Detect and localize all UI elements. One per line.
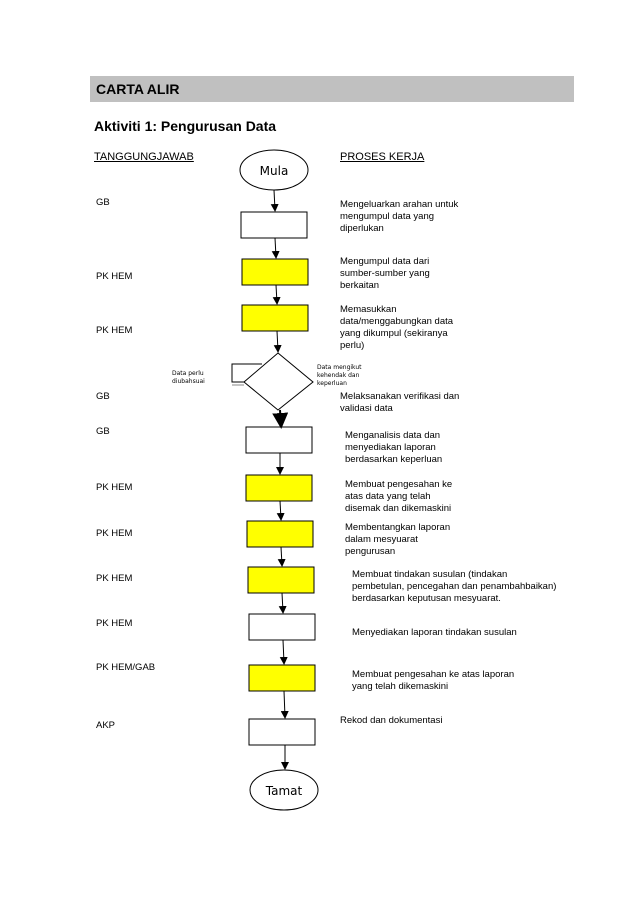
process-box: [247, 521, 313, 547]
decision-note-left: Data perlu diubahsuai: [172, 370, 205, 385]
process-step: Rekod dan dokumentasi: [340, 715, 443, 726]
process-step: Membentangkan laporan dalam mesyuarat pengurusan: [345, 522, 451, 557]
column-header-process: PROSES KERJA: [340, 151, 425, 163]
process-box: [241, 212, 307, 238]
responsibility-label: PK HEM: [96, 618, 133, 629]
process-step: Membuat pengesahan ke atas laporan yang telah dikemaskini: [352, 669, 515, 692]
process-box: [242, 259, 308, 285]
process-box: [249, 719, 315, 745]
responsibility-label: GB: [96, 391, 110, 402]
column-header-responsibility: TANGGUNGJAWAB: [94, 151, 194, 163]
end-label: Tamat: [265, 784, 303, 798]
process-box: [249, 614, 315, 640]
responsibility-label: PK HEM: [96, 482, 133, 493]
responsibility-label: GB: [96, 426, 110, 437]
responsibility-label: PK HEM: [96, 573, 133, 584]
start-label: Mula: [259, 164, 289, 178]
responsibility-label: AKP: [96, 720, 116, 731]
process-step: Menganalisis data dan menyediakan laporan berdasarkan keperluan: [345, 430, 443, 465]
decision-diamond: [244, 353, 313, 410]
process-step: Mengumpul data dari sumber-sumber yang berkaitan: [340, 256, 430, 291]
process-step: Memasukkan data/menggabungkan data yang dikumpul (sekiranya perlu): [340, 304, 454, 351]
process-step: Mengeluarkan arahan untuk mengumpul data yang diperlukan: [340, 199, 459, 234]
decision-note-right: Data mengikut kehendak dan keperluan: [317, 364, 362, 387]
process-step: Menyediakan laporan tindakan susulan: [352, 627, 517, 638]
responsibility-label: GB: [96, 197, 110, 208]
process-box: [248, 567, 314, 593]
process-box: [246, 427, 312, 453]
responsibility-label: PK HEM: [96, 325, 133, 336]
header-title: CARTA ALIR: [96, 81, 180, 97]
process-step: Melaksanakan verifikasi dan validasi data: [340, 391, 460, 414]
process-step: Membuat tindakan susulan (tindakan pembetulan, pencegahan dan penambahbaikan) berdasarkan keputusan mesyuarat.: [352, 569, 557, 604]
responsibility-label: PK HEM: [96, 271, 133, 282]
responsibility-label: PK HEM: [96, 528, 133, 539]
process-box: [246, 475, 312, 501]
responsibility-label: PK HEM/GAB: [96, 662, 156, 673]
process-box: [242, 305, 308, 331]
activity-title: Aktiviti 1: Pengurusan Data: [94, 118, 277, 134]
process-step: Membuat pengesahan ke atas data yang telah disemak dan dikemaskini: [345, 479, 453, 514]
process-box: [249, 665, 315, 691]
